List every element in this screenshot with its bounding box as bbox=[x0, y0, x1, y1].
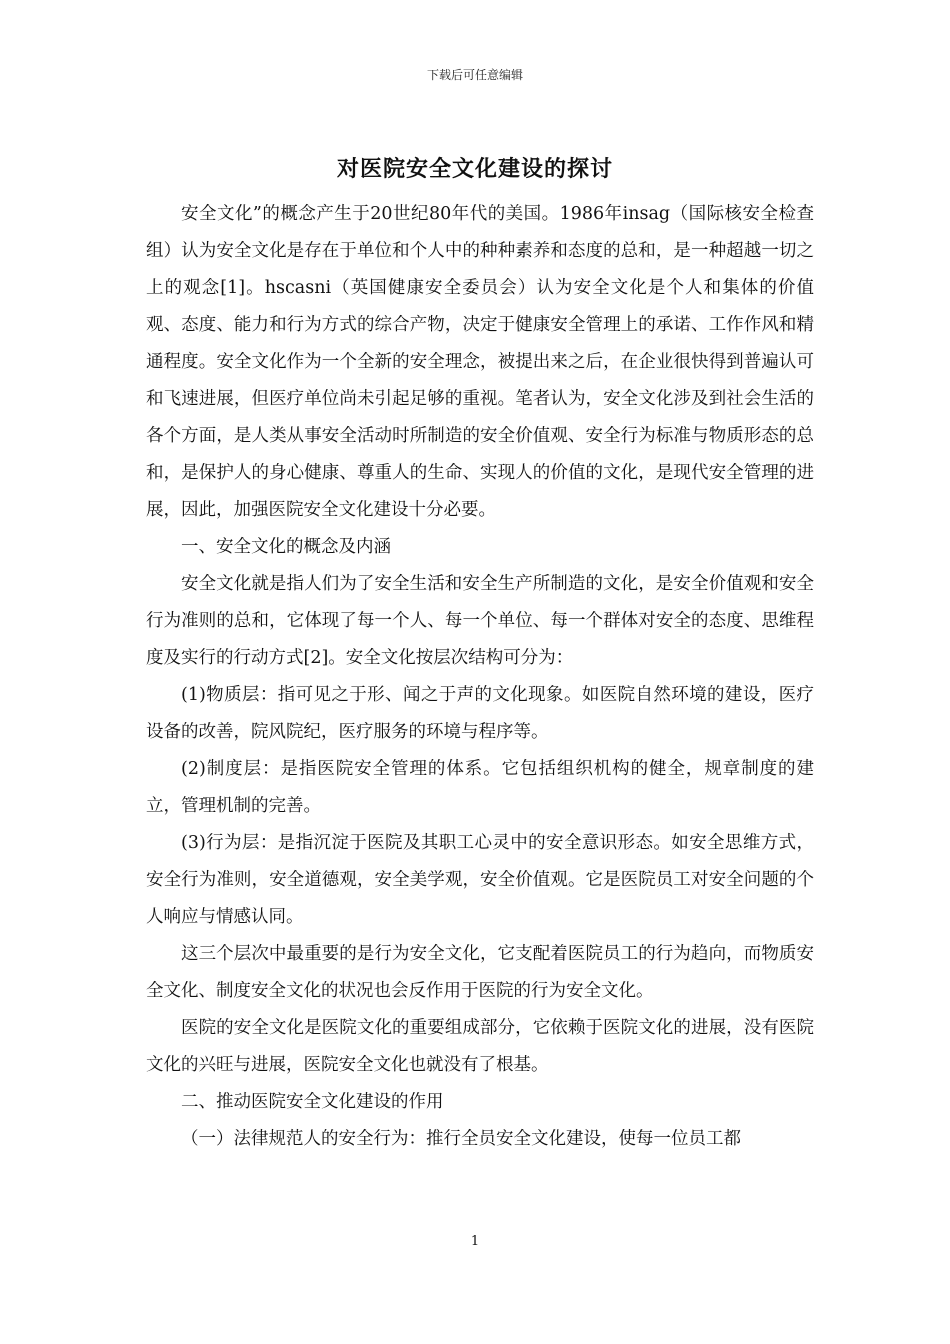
page-number: 1 bbox=[470, 1234, 480, 1249]
paragraph-system-layer: (2)制度层：是指医院安全管理的体系。它包括组织机构的健全，规章制度的建立，管理机制的完善。 bbox=[146, 759, 814, 816]
paragraph-three-layers: 这三个层次中最重要的是行为安全文化，它支配着医院员工的行为趋向，而物质安全文化、制度安全文化的状况也会反作用于医院的行为安全文化。 bbox=[146, 944, 814, 1001]
paragraph-law-norms: （一）法律规范人的安全行为：推行全员安全文化建设，使每一位员工都 bbox=[181, 1129, 741, 1149]
document-body bbox=[146, 196, 814, 1158]
paragraph-hospital-culture: 医院的安全文化是医院文化的重要组成部分，它依赖于医院文化的进展，没有医院文化的兴旺与进展，医院安全文化也就没有了根基。 bbox=[146, 1018, 814, 1075]
document-title: 对医院安全文化建设的探讨 bbox=[336, 156, 613, 182]
paragraph-material-layer: (1)物质层：指可见之于形、闻之于声的文化现象。如医院自然环境的建设，医疗设备的改善，院风院纪，医疗服务的环境与程序等。 bbox=[146, 685, 814, 742]
page-header-note: 下载后可任意编辑 bbox=[426, 68, 523, 82]
section-heading-2: 二、推动医院安全文化建设的作用 bbox=[181, 1092, 444, 1112]
paragraph-behavior-layer: (3)行为层：是指沉淀于医院及其职工心灵中的安全意识形态。如安全思维方式，安全行为准则，安全道德观，安全美学观，安全价值观。它是医院员工对安全问题的个人响应与情感认同。 bbox=[146, 833, 814, 927]
section-heading-1: 一、安全文化的概念及内涵 bbox=[181, 537, 391, 557]
paragraph-definition: 安全文化就是指人们为了安全生活和安全生产所制造的文化，是安全价值观和安全行为准则的总和，它体现了每一个人、每一个单位、每一个群体对安全的态度、思维程度及实行的行动方式[2]。安全文化按层次结构可分为： bbox=[146, 574, 814, 668]
paragraph-intro: 安全文化”的概念产生于20世纪80年代的美国。1986年insag（国际核安全检查组）认为安全文化是存在于单位和个人中的种种素养和态度的总和，是一种超越一切之上的观念[1]。hscasni（英国健康安全委员会）认为安全文化是个人和集体的价值观、态度、能力和行为方式的综合产物，决定于健康安全管理上的承诺、工作作风和精通程度。安全文化作为一个全新的安全理念，被提出来之后，在企业很快得到普遍认可和飞速进展，但医疗单位尚未引起足够的重视。笔者认为，安全文化涉及到社会生活的各个方面，是人类从事安全活动时所制造的安全价值观、安全行为标准与物质形态的总和，是保护人的身心健康、尊重人的生命、实现人的价值的文化，是现代安全管理的进展，因此，加强医院安全文化建设十分必要。 bbox=[146, 204, 814, 520]
